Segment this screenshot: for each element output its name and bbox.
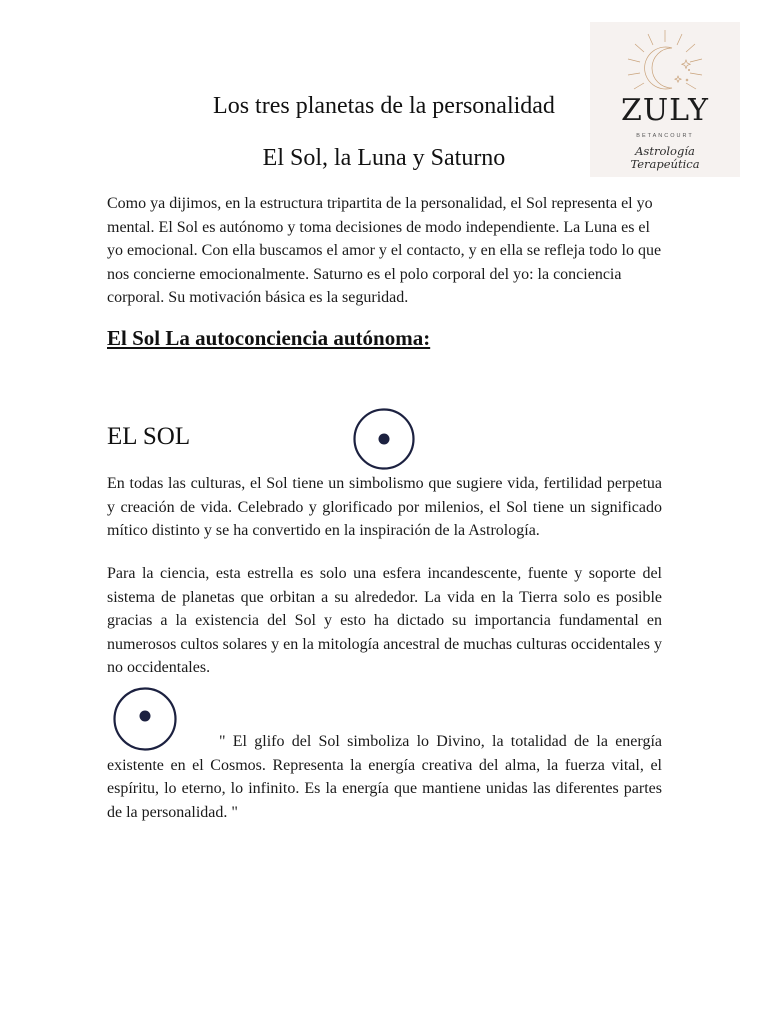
sun-moon-emblem-icon — [590, 22, 740, 102]
section-heading: El Sol La autoconciencia autónoma: — [107, 326, 431, 350]
quote-text: " El glifo del Sol simboliza lo Divino, la totalidad de la energía existente en el Cosmos. Representa la energía creativa del alma, la fuerza vital, el espíritu, lo eterno, lo infinito. Es la energía que mantiene unidas las diferentes partes de la personalidad. " — [107, 733, 662, 821]
page-subtitle: El Sol, la Luna y Saturno — [262, 145, 506, 171]
sun-glyph-icon — [352, 407, 416, 471]
logo-name: ZULY — [621, 93, 709, 128]
logo-tagline-line2: Terapeútica — [630, 157, 700, 171]
logo-subname: BETANCOURT — [636, 133, 694, 139]
page-title: Los tres planetas de la personalidad — [213, 93, 555, 119]
quote-paragraph — [107, 730, 662, 824]
logo-tagline-line1: Astrología — [635, 144, 695, 158]
intro-paragraph: Como ya dijimos, en la estructura tripartita de la personalidad, el Sol representa el yo mental. El Sol es autónomo y toma decisiones de modo independiente. La Luna es el yo emocional. Con ella buscamos el amor y el contacto, y en ella se refleja todo lo que nos concierne emocionalmente. Saturno es el polo corporal del yo: la conciencia corporal. Su motivación básica es la seguridad. — [107, 195, 662, 306]
sun-heading: EL SOL — [107, 423, 191, 450]
paragraph-science: Para la ciencia, esta estrella es solo una esfera incandescente, fuente y soporte del sistema de planetas que orbitan a su alrededor. La vida en la Tierra solo es posible gracias a la existencia del Sol y esto ha dictado su importancia fundamental en numerosos cultos solares y en la mitología ancestral de muchas culturas occidentales y no occidentales. — [107, 565, 662, 676]
paragraph-culture: En todas las culturas, el Sol tiene un simbolismo que sugiere vida, fertilidad perpetua y creación de vida. Celebrado y glorificado por milenios, el Sol tiene un significado mítico distinto y se ha convertido en la inspiración de la Astrología. — [107, 475, 662, 539]
